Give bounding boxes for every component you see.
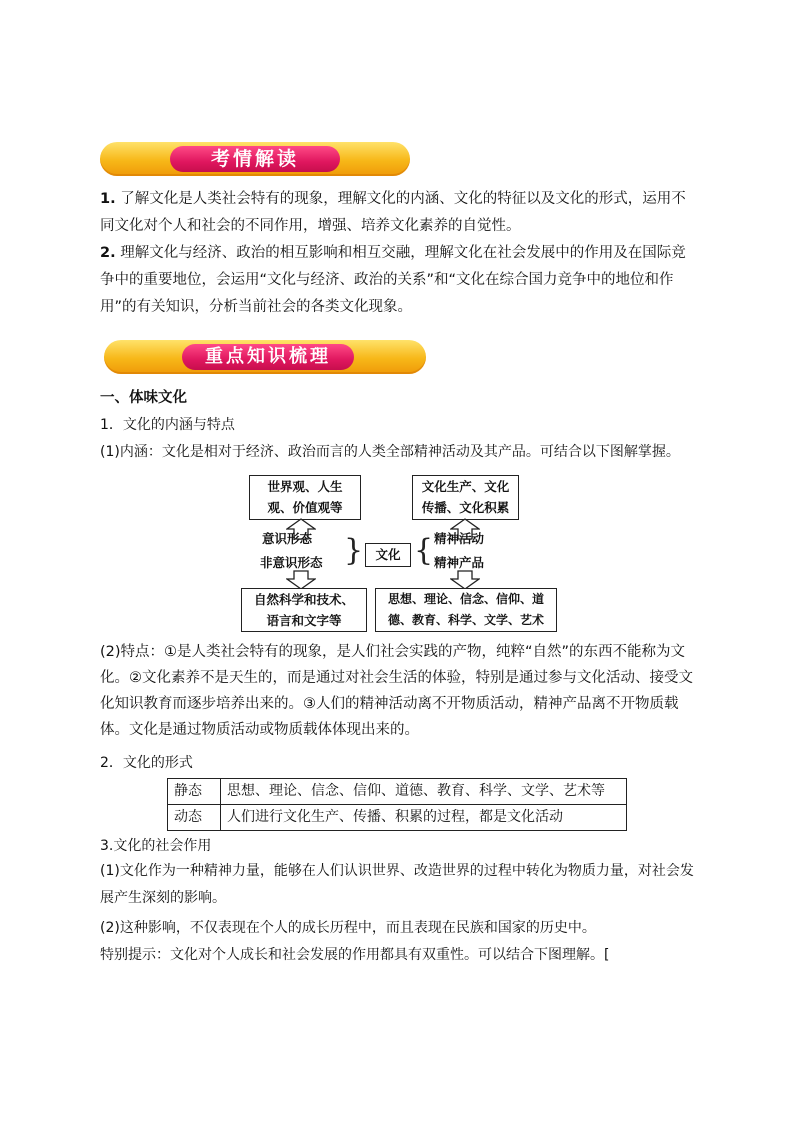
table-row	[168, 805, 627, 831]
table-cell-key: 静态	[168, 779, 221, 805]
table-cell-key: 动态	[168, 805, 221, 831]
brace-left: }	[344, 533, 364, 568]
subheading-social-role: 3.文化的社会作用	[100, 838, 212, 854]
subheading-forms: 2．文化的形式	[100, 755, 193, 771]
culture-diagram	[238, 472, 558, 632]
banner-title: 重点知识梳理	[182, 344, 354, 370]
section-heading: 一、体味文化	[100, 390, 187, 406]
box-natural-science: 自然科学和技术、 语言和文字等	[241, 588, 367, 632]
brace-right: {	[414, 533, 434, 568]
section-banner-key-points	[104, 340, 426, 374]
paragraph-special-tip: 特别提示：文化对个人成长和社会发展的作用都具有双重性。可以结合下图理解。[	[100, 947, 610, 963]
paragraph-role-2: (2)这种影响，不仅表现在个人的成长历程中，而且表现在民族和国家的历史中。	[100, 920, 596, 936]
arrow-down-right-icon	[450, 570, 480, 590]
paragraph-connotation: (1)内涵：文化是相对于经济、政治而言的人类全部精神活动及其产品。可结合以下图解掌握。	[100, 444, 680, 460]
arrow-down-left-icon	[286, 570, 316, 590]
box-thought-theory: 思想、理论、信念、信仰、道 德、教育、科学、文学、艺术	[375, 588, 557, 632]
section-banner-exam-analysis	[100, 142, 410, 176]
exam-item-1: 1. 了解文化是人类社会特有的现象，理解文化的内涵、文化的特征以及文化的形式，运用不同文化对个人和社会的不同作用，增强、培养文化素养的自觉性。	[100, 191, 686, 234]
table-row	[168, 779, 627, 805]
label-non-ideology: 非意识形态	[260, 555, 323, 570]
table-cell-value: 人们进行文化生产、传播、积累的过程，都是文化活动	[221, 805, 627, 831]
label-ideology: 意识形态	[262, 531, 313, 546]
box-culture: 文化	[365, 543, 411, 567]
banner-title: 考情解读	[170, 146, 340, 172]
paragraph-role-1: (1)文化作为一种精神力量，能够在人们认识世界、改造世界的过程中转化为物质力量，对社会发展产生深刻的影响。	[100, 863, 694, 906]
table-cell-value: 思想、理论、信念、信仰、道德、教育、科学、文学、艺术等	[221, 779, 627, 805]
subheading-connotation: 1．文化的内涵与特点	[100, 417, 235, 433]
culture-forms-table	[167, 778, 627, 831]
exam-item-2: 2. 理解文化与经济、政治的相互影响和相互交融，理解文化在社会发展中的作用及在国际竞争中的重要地位，会运用“文化与经济、政治的关系”和“文化在综合国力竞争中的地位和作用”的有关知识，分析当前社会的各类文化现象。	[100, 245, 686, 315]
label-spiritual-product: 精神产品	[434, 555, 485, 570]
label-spiritual-activity: 精神活动	[434, 531, 485, 546]
box-worldview: 世界观、人生 观、价值观等	[249, 475, 361, 520]
paragraph-characteristics: (2)特点：①是人类社会特有的现象，是人们社会实践的产物，纯粹“自然”的东西不能称为文化。②文化素养不是天生的，而是通过对社会生活的体验，特别是通过参与文化活动、接受文化知识教育而逐步培养出来的。③人们的精神活动离不开物质活动，精神产品离不开物质载体。文化是通过物质活动或物质载体体现出来的。	[100, 644, 693, 738]
box-culture-production: 文化生产、文化 传播、文化积累	[412, 475, 519, 520]
